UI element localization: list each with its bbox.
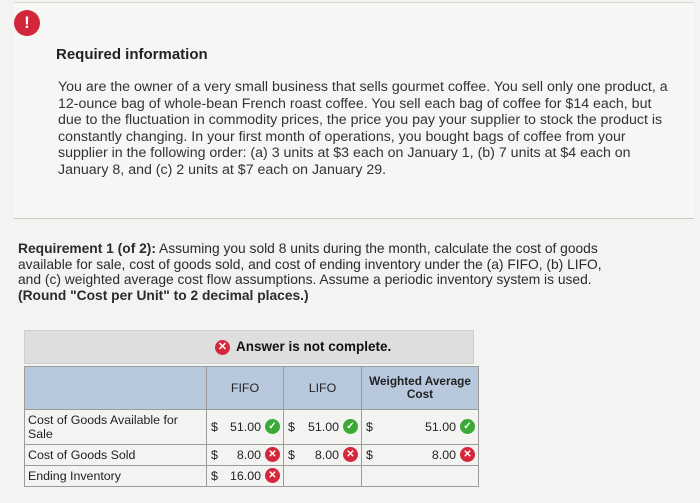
- table-row: [25, 466, 479, 487]
- answer-status-bar: [24, 330, 474, 364]
- answer-status-label: Answer is not complete.: [236, 339, 392, 354]
- x-circle-icon: ✕: [343, 447, 358, 462]
- header-lifo: LIFO: [284, 367, 362, 410]
- lifo-cogs-input[interactable]: 8.00: [314, 448, 339, 462]
- table-header-blank: [25, 367, 207, 410]
- x-circle-icon: ✕: [265, 468, 280, 483]
- wac-cogs-cell[interactable]: [362, 445, 479, 466]
- fifo-cogs-cell[interactable]: [207, 445, 284, 466]
- fifo-cogs-input[interactable]: 8.00: [236, 448, 261, 462]
- required-information-text: You are the owner of a very small business that sells gourmet coffee. You sell only one product, a 12-ounce bag of whole-bean French roast coffee. You sell each bag of coffee for $14 each, but due to the fluctuation in commodity prices, the price you pay your supplier to stock the product is constantly changing. In your first month of operations, you bought bags of coffee from your supplier in the following order: (a) 3 units at $3 each on January 1, (b) 7 units at $4 each on January 8, and (c) 2 units at $7 each on January 29.: [58, 79, 668, 178]
- row-label: Cost of Goods Sold: [25, 445, 207, 466]
- lifo-ending-inventory-cell[interactable]: [284, 466, 362, 487]
- exclamation-alert-icon: !: [14, 10, 40, 36]
- required-information-title: Required information: [56, 46, 208, 63]
- row-label: Ending Inventory: [25, 466, 207, 487]
- wac-ending-inventory-cell[interactable]: [362, 466, 479, 487]
- dollar-sign: $: [366, 420, 373, 434]
- dollar-sign: $: [366, 448, 373, 462]
- header-fifo: FIFO: [207, 367, 284, 410]
- lifo-cogas-cell[interactable]: [284, 410, 362, 445]
- cost-flow-table: [24, 366, 479, 487]
- dollar-sign: $: [211, 469, 218, 483]
- table-row: [25, 410, 479, 445]
- lifo-cogas-input[interactable]: 51.00: [307, 420, 339, 434]
- dollar-sign: $: [288, 420, 295, 434]
- row-label: Cost of Goods Available for Sale: [25, 410, 207, 445]
- table-row: [25, 445, 479, 466]
- required-information-panel: [14, 2, 694, 219]
- rounding-instruction: (Round "Cost per Unit" to 2 decimal places.): [18, 287, 309, 303]
- dollar-sign: $: [288, 448, 295, 462]
- header-weighted-average-cost: Weighted Average Cost: [362, 367, 479, 410]
- lifo-cogs-cell[interactable]: [284, 445, 362, 466]
- wac-cogas-input[interactable]: 51.00: [424, 420, 456, 434]
- fifo-cogas-cell[interactable]: [207, 410, 284, 445]
- x-circle-icon: ✕: [265, 447, 280, 462]
- wac-cogas-cell[interactable]: [362, 410, 479, 445]
- dollar-sign: $: [211, 420, 218, 434]
- requirement-text: [18, 241, 628, 303]
- check-circle-icon: ✓: [343, 419, 358, 434]
- x-circle-icon: ✕: [215, 340, 230, 355]
- fifo-ending-inventory-input[interactable]: 16.00: [229, 469, 261, 483]
- fifo-cogas-input[interactable]: 51.00: [229, 420, 261, 434]
- requirement-body: Assuming you sold 8 units during the month, calculate the cost of goods available for sale, cost of goods sold, and cost of ending inventory under the (a) FIFO, (b) LIFO, and (c) weighted average cost flow assumptions. Assume a periodic inventory system is used.: [18, 241, 602, 288]
- x-circle-icon: ✕: [460, 447, 475, 462]
- check-circle-icon: ✓: [265, 419, 280, 434]
- wac-cogs-input[interactable]: 8.00: [431, 448, 456, 462]
- dollar-sign: $: [211, 448, 218, 462]
- check-circle-icon: ✓: [460, 419, 475, 434]
- requirement-label: Requirement 1 (of 2):: [18, 241, 156, 256]
- fifo-ending-inventory-cell[interactable]: [207, 466, 284, 487]
